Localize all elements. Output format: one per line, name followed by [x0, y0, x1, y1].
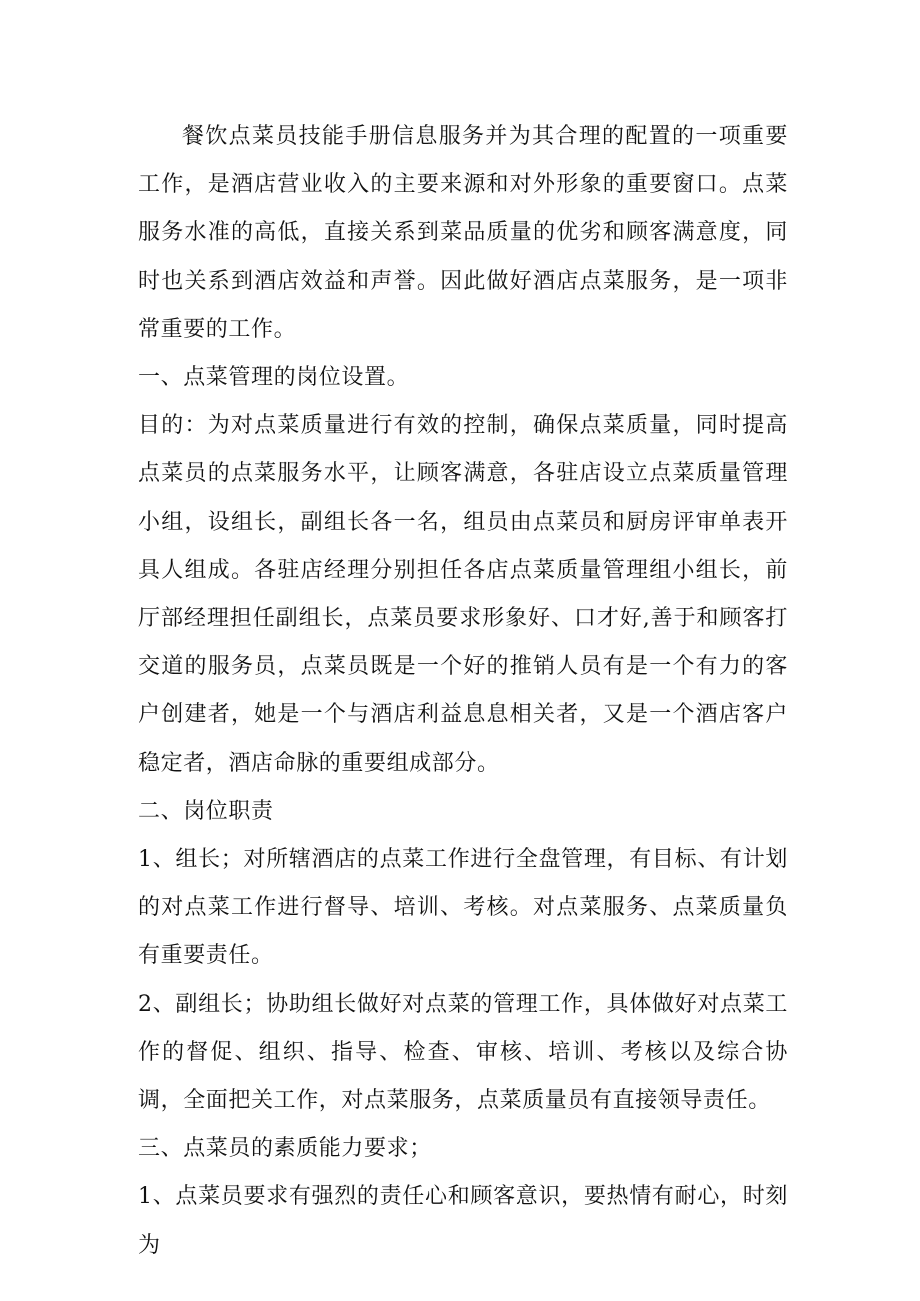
intro-paragraph: 餐饮点菜员技能手册信息服务并为其合理的配置的一项重要工作，是酒店营业收入的主要来源和对外形象的重要窗口。点菜服务水准的高低，直接关系到菜品质量的优劣和顾客满意度，同时也关系到酒店效益和声誉。因此做好酒店点菜服务，是一项非常重要的工作。 — [138, 124, 788, 342]
document-body — [138, 113, 788, 1270]
section-heading-3: 三、点菜员的素质能力要求； — [138, 1136, 432, 1162]
section-heading-2: 二、岗位职责 — [138, 798, 274, 824]
purpose-paragraph: 目的：为对点菜质量进行有效的控制，确保点菜质量，同时提高点菜员的点菜服务水平，让顾客满意，各驻店设立点菜质量管理小组，设组长，副组长各一名，组员由点菜员和厨房评审单表开具人组成。各驻店经理分别担任各店点菜质量管理组小组长，前厅部经理担任副组长，点菜员要求形象好、口才好,善于和顾客打交道的服务员，点菜员既是一个好的推销人员有是一个有力的客户创建者，她是一个与酒店利益息息相关者，又是一个酒店客户稳定者，酒店命脉的重要组成部分。 — [138, 413, 788, 776]
requirement-paragraph: 1、点菜员要求有强烈的责任心和顾客意识，要热情有耐心，时刻为 — [138, 1184, 788, 1258]
duty-leader-paragraph: 1、组长；对所辖酒店的点菜工作进行全盘管理，有目标、有计划的对点菜工作进行督导、培训、考核。对点菜服务、点菜质量负有重要责任。 — [138, 847, 788, 969]
section-heading-1: 一、点菜管理的岗位设置。 — [138, 365, 410, 391]
duty-deputy-paragraph: 2、副组长；协助组长做好对点菜的管理工作，具体做好对点菜工作的督促、组织、指导、检查、审核、培训、考核以及综合协调，全面把关工作，对点菜服务，点菜质量员有直接领导责任。 — [138, 991, 788, 1114]
